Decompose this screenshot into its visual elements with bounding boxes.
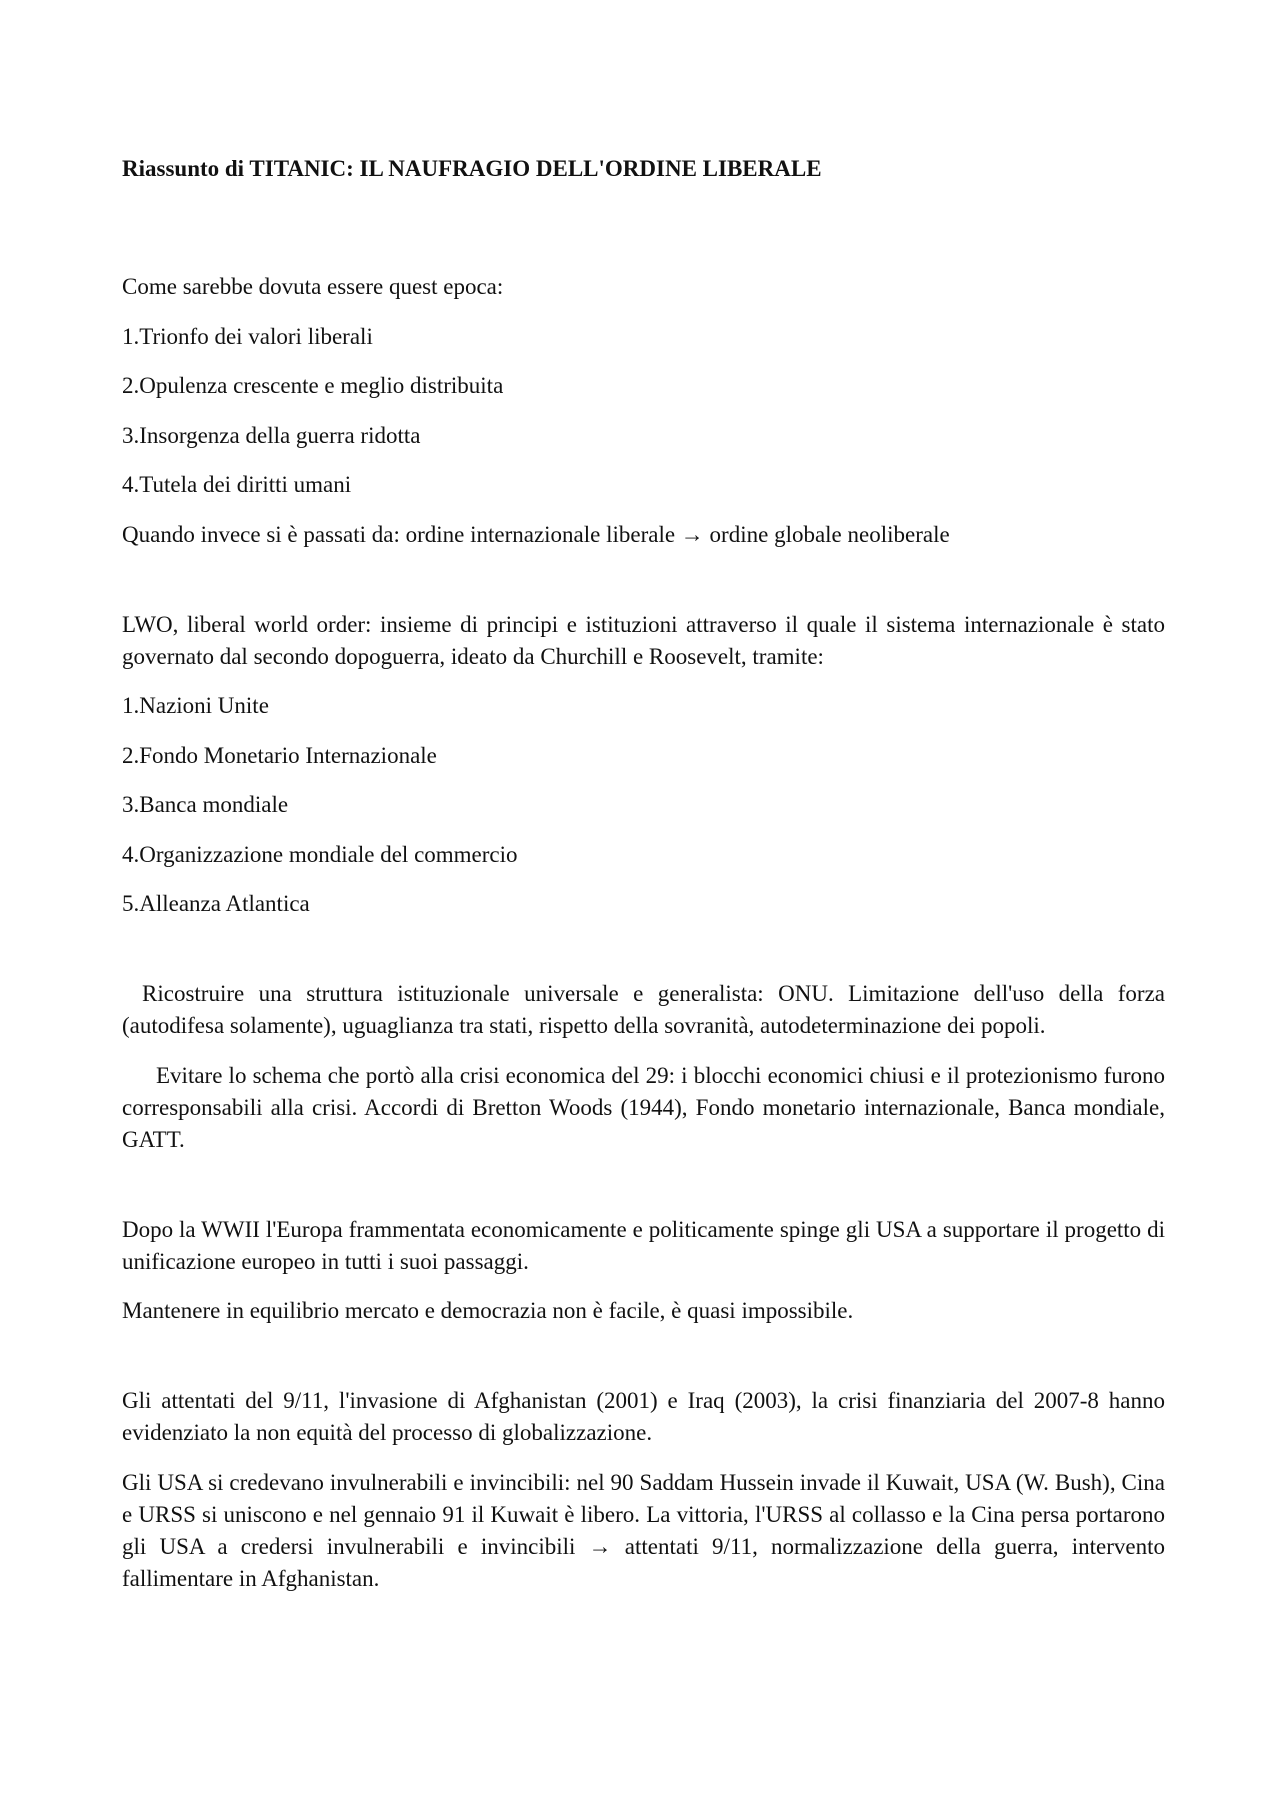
list-item: 4.Tutela dei diritti umani [122, 472, 352, 497]
list-item: 2.Fondo Monetario Internazionale [122, 742, 437, 768]
paragraph: Gli attentati del 9/11, l'invasione di Afghanistan (2001) e Iraq (2003), la crisi finanziaria del 2007-8 hanno evidenziato la non equità del processo di globalizzazione. [122, 1388, 1165, 1445]
section-intro: Come sarebbe dovuta essere quest epoca: [122, 274, 504, 299]
section-institutions [122, 978, 1165, 1156]
list-item: 1.Nazioni Unite [122, 693, 269, 718]
section-liberal-world-order [122, 609, 1165, 921]
list-item: 5.Alleanza Atlantica [122, 891, 310, 916]
list-item: 2.Opulenza crescente e meglio distribuita [122, 373, 504, 398]
paragraph: Dopo la WWII l'Europa frammentata economicamente e politicamente spinge gli USA a supportare il progetto di unificazione europeo in tutti i suoi passaggi. [122, 1216, 1165, 1274]
paragraph: Gli USA si credevano invulnerabili e invincibili: nel 90 Saddam Hussein invade il Kuwait, USA (W. Bush), Cina e URSS si uniscono e nel gennaio 91 il Kuwait è libero. La vittoria, l'URSS al collasso e la Cina persa portarono gli USA a credersi invulnerabili e invincibili → attentati 9/11, normalizzazione della guerra, intervento fallimentare in Afghanistan. [122, 1469, 1165, 1591]
section-intro: LWO, liberal world order: insieme di principi e istituzioni attraverso il quale il sistema internazionale è stato governato dal secondo dopoguerra, ideato da Churchill e Roosevelt, tramite: [122, 611, 1165, 669]
paragraph: Ricostruire una struttura istituzionale universale e generalista: ONU. Limitazione dell'uso della forza (autodifesa solamente), uguaglianza tra stati, rispetto della sovranità, autodeterminazione dei popoli. [122, 981, 1165, 1038]
spacer [122, 188, 1165, 271]
paragraph: Mantenere in equilibrio mercato e democrazia non è facile, è quasi impossibile. [122, 1298, 854, 1323]
list-item: 4.Organizzazione mondiale del commercio [122, 841, 518, 867]
document-title: Riassunto di TITANIC: IL NAUFRAGIO DELL'ORDINE LIBERALE [122, 156, 822, 181]
section-conclusion: Quando invece si è passati da: ordine internazionale liberale → ordine globale neoliberale [122, 521, 950, 547]
list-item: 3.Insorgenza della guerra ridotta [122, 422, 421, 448]
list-item: 1.Trionfo dei valori liberali [122, 323, 373, 349]
paragraph: Evitare lo schema che portò alla crisi economica del 29: i blocchi economici chiusi e il protezionismo furono corresponsabili alla crisi. Accordi di Bretton Woods (1944), Fondo monetario internazionale, Banca mondiale, GATT. [122, 1062, 1165, 1152]
section-epoch-expectations [122, 271, 1165, 551]
document-page [122, 150, 1165, 1595]
section-europe [122, 1214, 1165, 1328]
section-crises [122, 1385, 1165, 1595]
list-item: 3.Banca mondiale [122, 792, 289, 817]
